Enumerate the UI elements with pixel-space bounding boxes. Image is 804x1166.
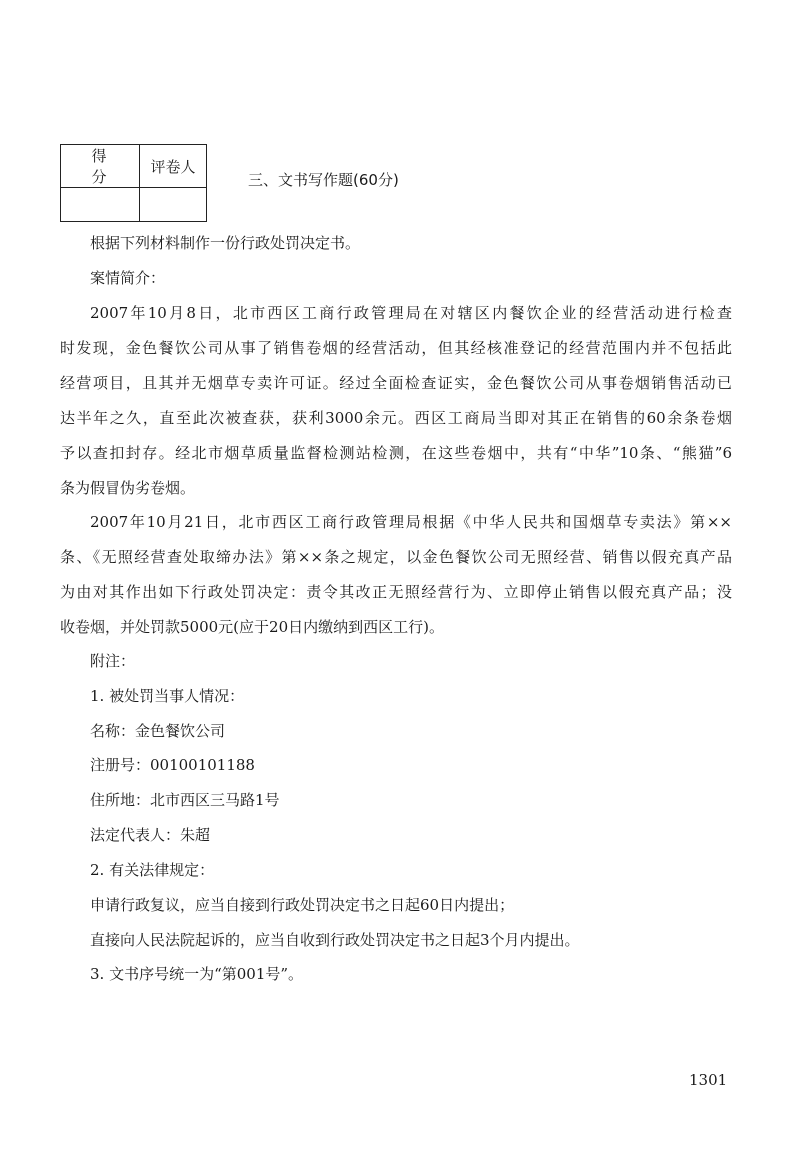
notes-line: 注册号：00100101188 — [90, 756, 255, 774]
notes-line: 住所地：北市西区三马路1号 — [90, 791, 280, 809]
page-number: 1301 — [689, 1071, 728, 1089]
paragraph2-line: 条、《无照经营查处取缔办法》第××条之规定，以金色餐饮公司无照经营、销售以假充真产品 — [60, 548, 732, 566]
paragraph1-line: 条为假冒伪劣卷烟。 — [60, 479, 196, 497]
notes-line: 2. 有关法律规定： — [90, 861, 215, 879]
notes-line: 法定代表人：朱超 — [90, 826, 211, 844]
score-cell[interactable] — [61, 188, 140, 222]
notes-line: 直接向人民法院起诉的，应当自收到行政处罚决定书之日起3个月内提出。 — [90, 931, 580, 949]
paragraph1-line: 经营项目，且其并无烟草专卖许可证。经过全面检查证实，金色餐饮公司从事卷烟销售活动已 — [60, 374, 732, 392]
case-heading: 案情简介： — [90, 269, 166, 287]
paragraph2-line: 2007年10月21日，北市西区工商行政管理局根据《中华人民共和国烟草专卖法》第×× — [90, 513, 732, 531]
notes-line: 3. 文书序号统一为“第001号”。 — [90, 965, 304, 983]
notes-heading: 附注： — [90, 652, 136, 670]
notes-line: 1. 被处罚当事人情况： — [90, 687, 245, 705]
paragraph2-line: 为由对其作出如下行政处罚决定：责令其改正无照经营行为、立即停止销售以假充真产品；没 — [60, 583, 732, 601]
paragraph1-line: 达半年之久，直至此次被查获，获利3000余元。西区工商局当即对其正在销售的60余条卷烟 — [60, 409, 732, 427]
score-table — [60, 144, 207, 222]
section-title: 三、文书写作题(60分) — [248, 171, 399, 189]
score-header: 得 分 — [61, 145, 140, 188]
paragraph1-line: 予以查扣封存。经北市烟草质量监督检测站检测，在这些卷烟中，共有“中华”10条、“熊猫”6 — [60, 444, 732, 462]
grader-cell[interactable] — [140, 188, 207, 222]
notes-line: 申请行政复议，应当自接到行政处罚决定书之日起60日内提出； — [90, 896, 515, 914]
instruction-text: 根据下列材料制作一份行政处罚决定书。 — [90, 234, 361, 252]
paragraph1-line: 时发现，金色餐饮公司从事了销售卷烟的经营活动，但其经核准登记的经营范围内并不包括此 — [60, 339, 732, 357]
grader-header: 评卷人 — [140, 145, 207, 188]
paragraph1-line: 2007年10月8日，北市西区工商行政管理局在对辖区内餐饮企业的经营活动进行检查 — [90, 304, 732, 322]
paragraph2-line: 收卷烟，并处罚款5000元(应于20日内缴纳到西区工行)。 — [60, 618, 444, 636]
notes-line: 名称：金色餐饮公司 — [90, 722, 226, 740]
